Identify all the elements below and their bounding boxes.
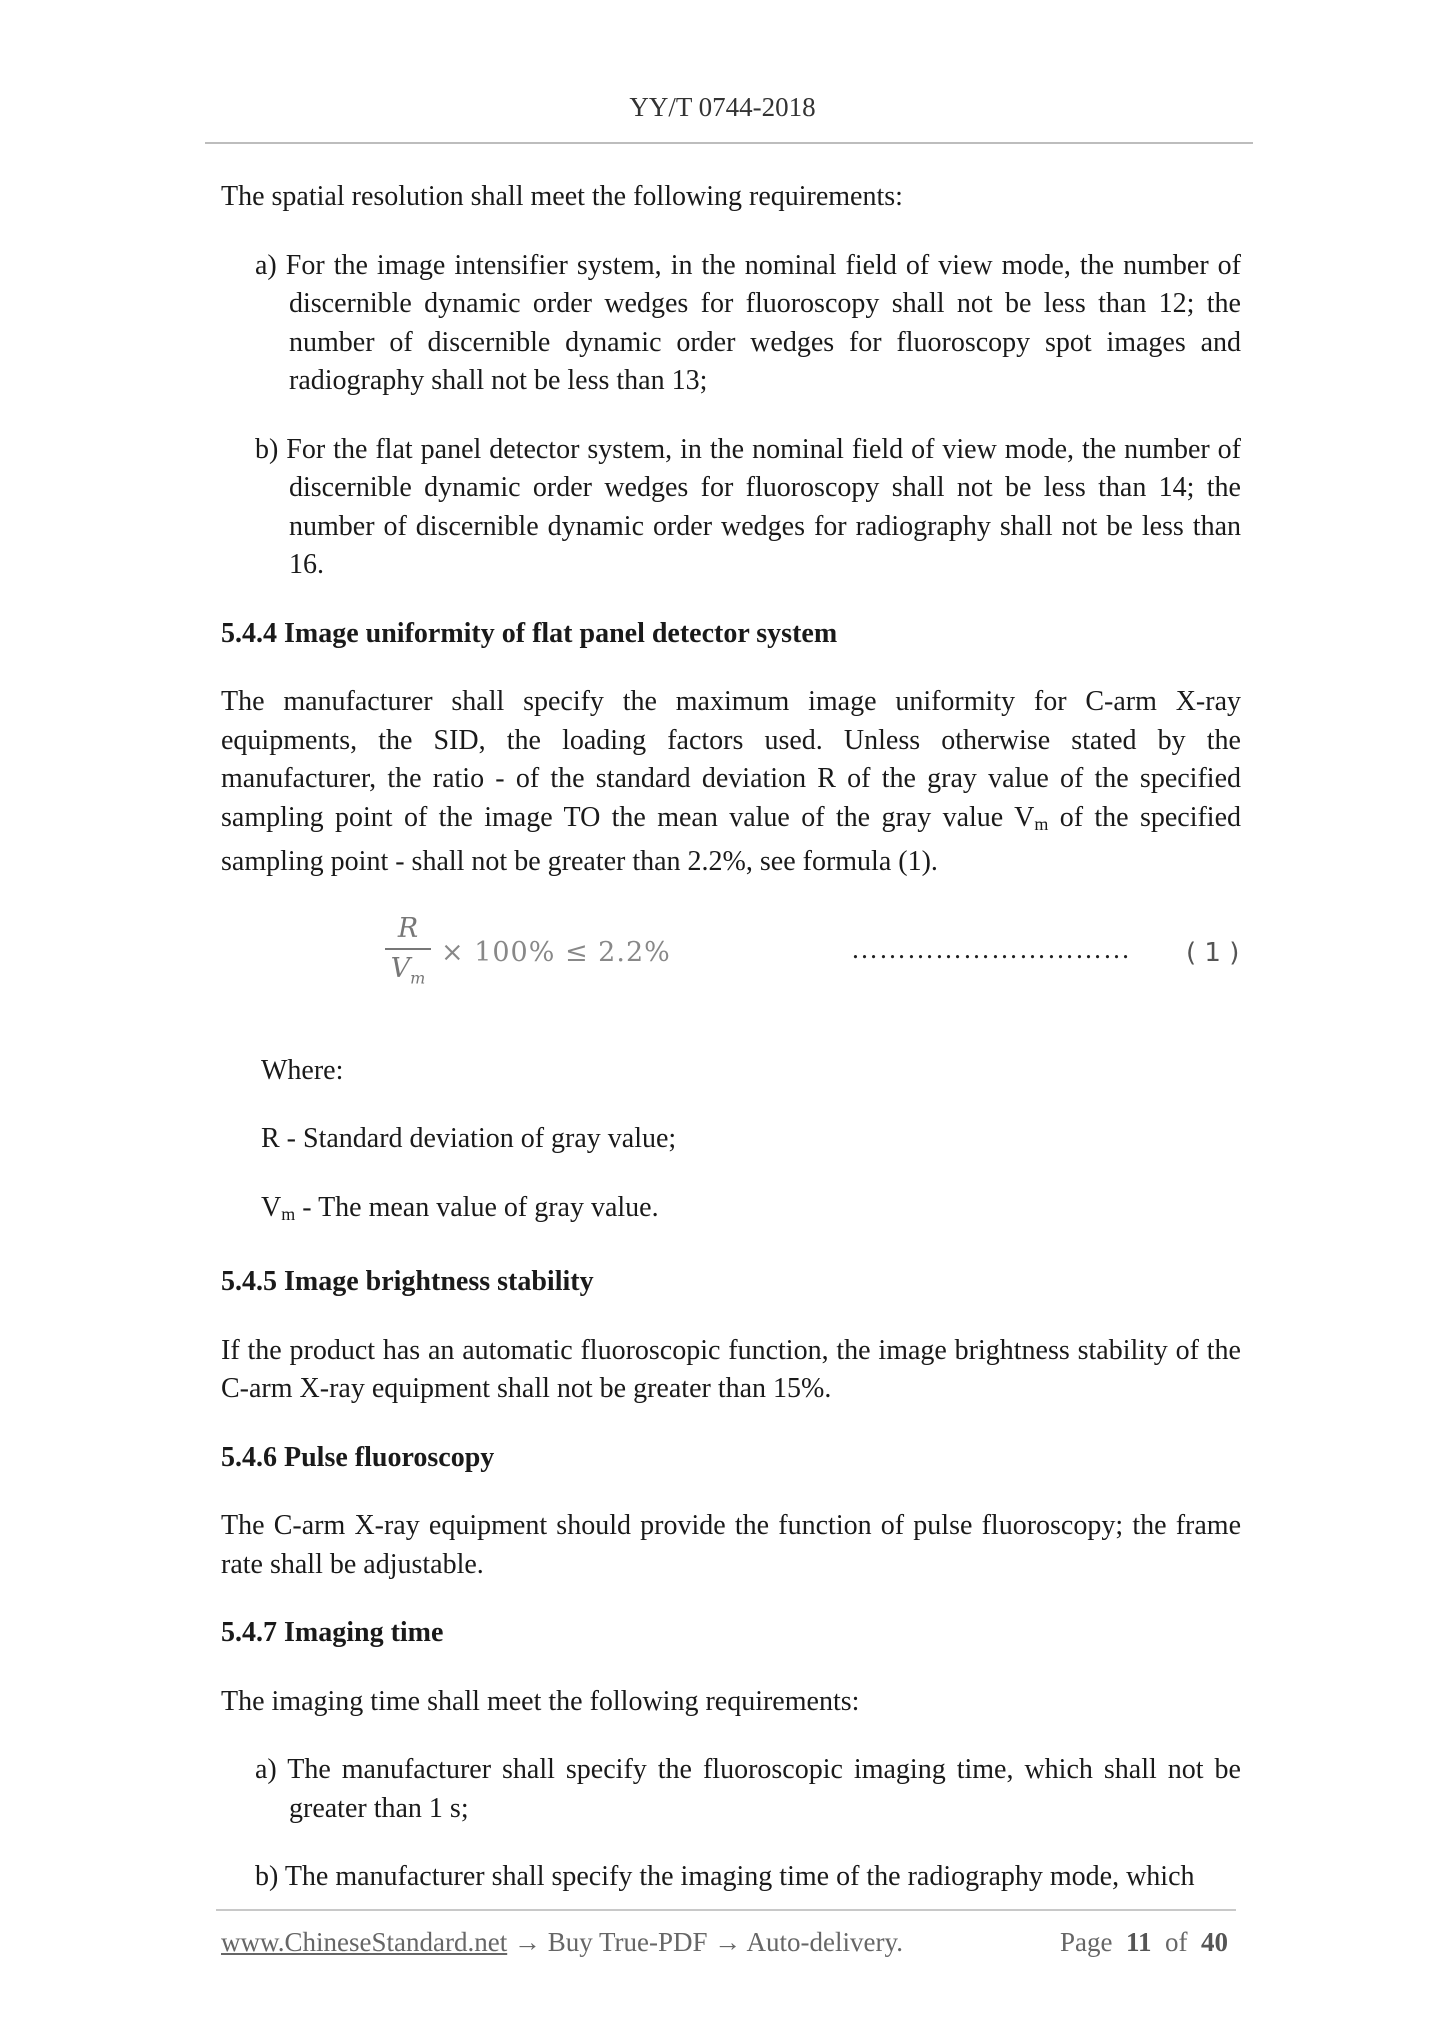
heading-5-4-5: 5.4.5 Image brightness stability xyxy=(221,1266,594,1297)
formula-leader-dots: ………………………… xyxy=(851,933,1131,964)
footer-tagline: → Buy True-PDF → Auto-delivery. xyxy=(507,1927,903,1957)
imaging-item-b: b) The manufacturer shall specify the imaging time of the radiography mode, which xyxy=(255,1861,1195,1892)
fraction-bar xyxy=(385,948,431,950)
imaging-time-intro: The imaging time shall meet the following requirements: xyxy=(221,1685,860,1717)
pulse-paragraph: The C-arm X-ray equipment should provide the function of pulse fluoroscopy; the frame rate shall be adjustable. xyxy=(221,1510,1241,1580)
heading-5-4-7: 5.4.7 Imaging time xyxy=(221,1617,444,1648)
spatial-resolution-intro: The spatial resolution shall meet the following requirements: xyxy=(221,181,903,212)
total-pages: 40 xyxy=(1201,1927,1228,1957)
document-body xyxy=(221,178,1241,1927)
heading-5-4-4: 5.4.4 Image uniformity of flat panel detector system xyxy=(221,617,838,649)
header-divider xyxy=(205,142,1253,144)
imaging-item-a: a) The manufacturer shall specify the fluoroscopic imaging time, which shall not be greater than 1 s; xyxy=(255,1754,1241,1824)
formula-1 xyxy=(221,912,1241,1012)
definition-vm: $V_m$ - The mean value of gray value. xyxy=(261,1191,659,1224)
spatial-item-b: b) For the flat panel detector system, in the nominal field of view mode, the number of discernible dynamic order wedges for fluoroscopy shall not be less than 14; the number of discernible dynamic order wedges for radiography shall not be less than 16. xyxy=(255,433,1241,580)
formula-denominator: $V_m$ xyxy=(390,952,426,987)
spatial-item-a: a) For the image intensifier system, in the nominal field of view mode, the number of discernible dynamic order wedges for fluoroscopy shall not be less than 12; the number of discernible dynamic order wedges for fluoroscopy spot images and radiography shall not be less than 13; xyxy=(255,249,1241,396)
formula-fraction xyxy=(385,912,431,995)
uniformity-paragraph: The manufacturer shall specify the maximum image uniformity for C-arm X-ray equipments, the SID, the loading factors used. Unless otherwise stated by the manufacturer, the ratio - of the standard deviation R of the gray value of the specified sampling point of the image TO the mean value of the gray value $V_m$ of the specified sampling point - shall not be greater than 2.2%, see formula (1). xyxy=(221,686,1242,877)
footer-site-link[interactable]: www.ChineseStandard.net xyxy=(221,1927,508,1957)
heading-5-4-6: 5.4.6 Pulse fluoroscopy xyxy=(221,1441,495,1473)
page-header-title: YY/T 0744-2018 xyxy=(629,92,816,122)
page-indicator: Page 11 of 40 xyxy=(1060,1927,1228,1957)
current-page-number: 11 xyxy=(1125,1927,1152,1957)
footer-promo xyxy=(221,1927,903,1958)
footer-divider xyxy=(216,1909,1236,1911)
definition-r: R - Standard deviation of gray value; xyxy=(261,1123,677,1154)
formula-expression: × 100% ≤ 2.2% xyxy=(441,936,671,968)
brightness-paragraph: If the product has an automatic fluoroscopic function, the image brightness stability of the C-arm X-ray equipment shall not be greater than 15%. xyxy=(221,1334,1241,1404)
where-label: Where: xyxy=(261,1054,344,1086)
formula-numerator: R xyxy=(397,912,419,944)
formula-number: ( 1 ) xyxy=(1186,937,1240,968)
